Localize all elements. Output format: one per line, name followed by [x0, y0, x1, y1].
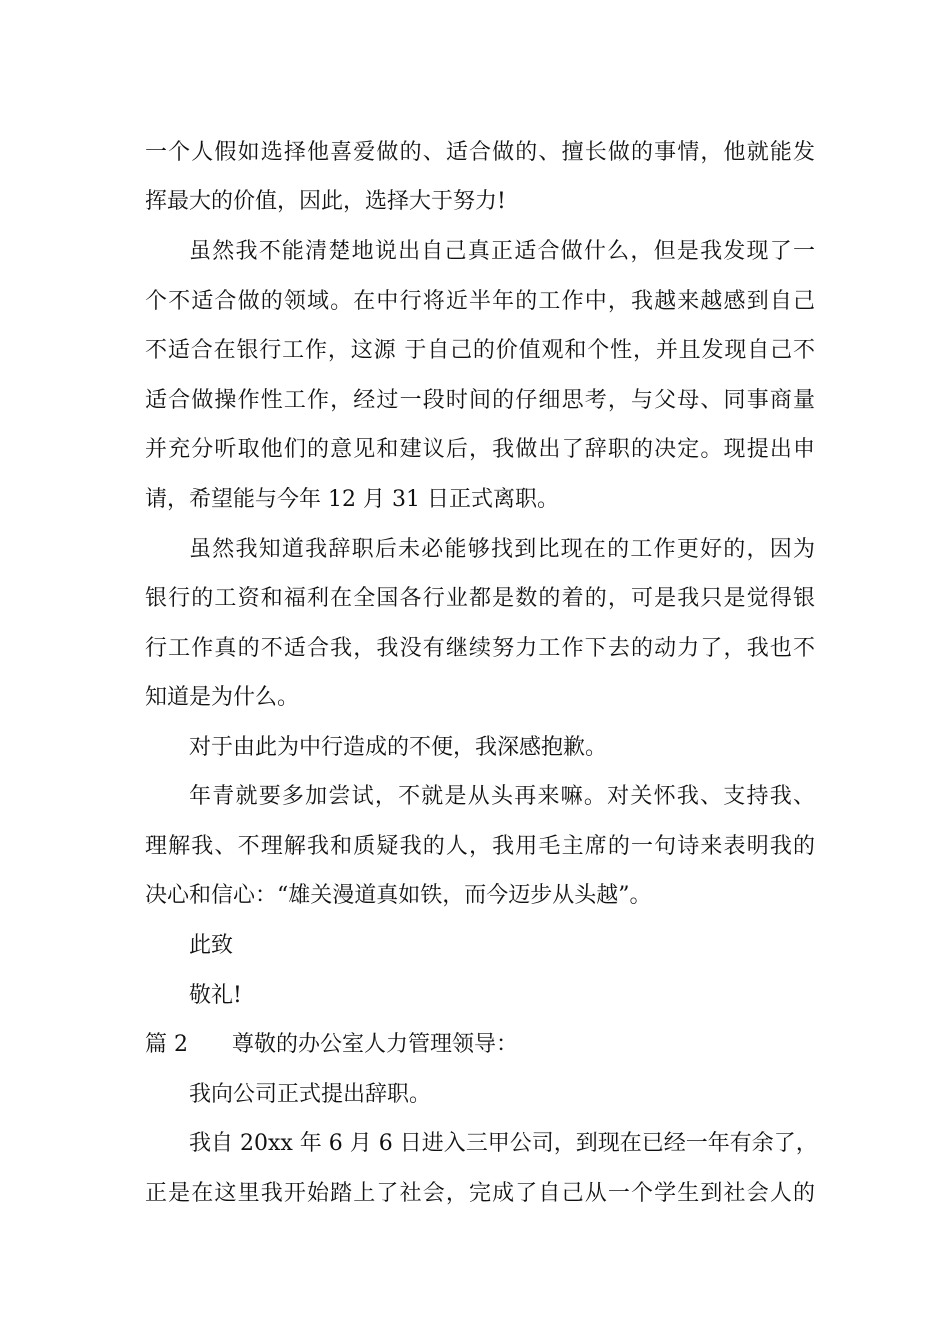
para5-line-1: 年青就要多加尝试，不就是从头再来嘛。对关怀我、支持我、	[189, 784, 815, 809]
para2-line-5: 并充分听取他们的意见和建议后，我做出了辞职的决定。现提出申	[145, 437, 815, 462]
closing-salute: 敬礼!	[189, 983, 242, 1008]
para1-line-1: 一个人假如选择他喜爱做的、适合做的、擅长做的事情，他就能发	[145, 140, 815, 165]
para6-line-1: 我向公司正式提出辞职。	[189, 1082, 432, 1107]
para7-line-2: 正是在这里我开始踏上了社会，完成了自己从一个学生到社会人的	[145, 1181, 815, 1206]
para5-line-3: 决心和信心：“雄关漫道真如铁，而今迈步从头越”。	[145, 883, 652, 908]
closing-greeting: 此致	[189, 933, 234, 958]
para7-line-1: 我自 20xx 年 6 月 6 日进入三甲公司，到现在已经一年有余了，	[189, 1131, 818, 1156]
para1-line-2: 挥最大的价值，因此，选择大于努力!	[145, 189, 506, 214]
para2-line-1: 虽然我不能清楚地说出自己真正适合做什么，但是我发现了一	[189, 239, 815, 264]
para3-line-3: 行工作真的不适合我，我没有继续努力工作下去的动力了，我也不	[145, 636, 815, 661]
para2-line-3: 不适合在银行工作，这源 于自己的价值观和个性，并且发现自己不	[145, 338, 815, 363]
section2-label: 篇 2	[145, 1032, 188, 1057]
para3-line-4: 知道是为什么。	[145, 685, 300, 710]
para2-line-2: 个不适合做的领域。在中行将近半年的工作中，我越来越感到自己	[145, 289, 815, 314]
para3-line-1: 虽然我知道我辞职后未必能够找到比现在的工作更好的，因为	[189, 537, 815, 562]
section2-salutation: 尊敬的办公室人力管理领导：	[232, 1032, 519, 1057]
para2-line-4: 适合做操作性工作，经过一段时间的仔细思考，与父母、同事商量	[145, 388, 815, 413]
para4-line-1: 对于由此为中行造成的不便，我深感抱歉。	[189, 735, 608, 760]
para3-line-2: 银行的工资和福利在全国各行业都是数的着的，可是我只是觉得银	[145, 586, 815, 611]
para2-line-6: 请，希望能与今年 12 月 31 日正式离职。	[145, 487, 559, 512]
para5-line-2: 理解我、不理解我和质疑我的人，我用毛主席的一句诗来表明我的	[145, 834, 815, 859]
